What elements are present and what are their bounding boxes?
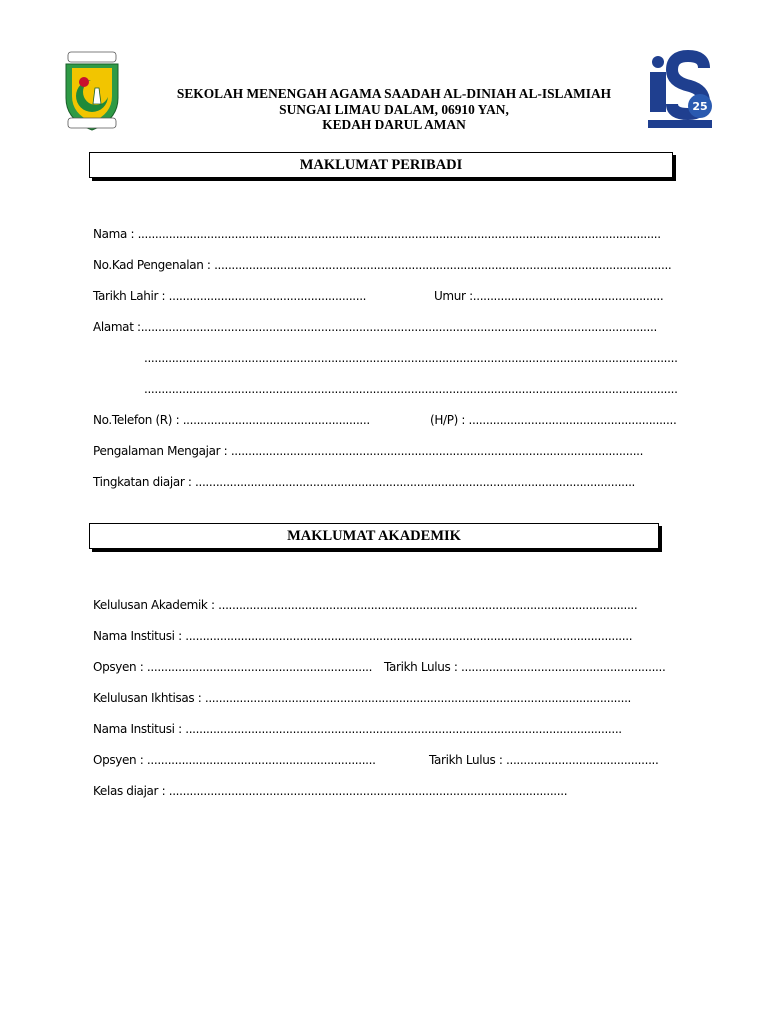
field-institusi-2: Nama Institusi : .............................................................................................................................. [93, 722, 622, 736]
school-crest-logo [62, 48, 122, 134]
field-opsyen-2: Opsyen : .................................................................. [93, 753, 376, 767]
field-kelas: Kelas diajar : ................................................................................................................... [93, 784, 568, 798]
section-title-personal [89, 152, 673, 178]
field-kelulusan: Kelulusan Akademik : ......................................................................................................................... [93, 598, 638, 612]
program-logo-number: 25 [692, 100, 708, 113]
field-tarikh-lulus-1: Tarikh Lulus : ........................................................... [384, 660, 666, 674]
field-tingkatan: Tingkatan diajar : ............................................................................................................................... [93, 475, 636, 489]
field-tel-r: No.Telefon (R) : ...................................................... [93, 413, 370, 427]
section-title-academic [89, 523, 659, 549]
school-address-line3: KEDAH DARUL AMAN [322, 117, 466, 132]
school-name [140, 86, 648, 133]
field-tarikh-lulus-2: Tarikh Lulus : ............................................ [429, 753, 659, 767]
field-ic: No.Kad Pengenalan : .................................................................................................................................... [93, 258, 672, 272]
field-dob: Tarikh Lahir : ......................................................... [93, 289, 367, 303]
document-header [60, 46, 720, 136]
field-nama: Nama : ....................................................................................................................................................... [93, 227, 661, 241]
field-alamat-3: .......................................................................................................................................................... [144, 382, 678, 396]
program-logo [644, 50, 716, 130]
field-alamat-1: Alamat :..................................................................................................................................................... [93, 320, 657, 334]
field-pengalaman: Pengalaman Mengajar : ....................................................................................................................... [93, 444, 644, 458]
section-title-academic-text: MAKLUMAT AKADEMIK [287, 527, 461, 544]
field-age: Umur :....................................................... [434, 289, 664, 303]
field-opsyen-1: Opsyen : ................................................................. [93, 660, 373, 674]
school-address-line2: SUNGAI LIMAU DALAM, 06910 YAN, [279, 101, 509, 117]
school-name-line1: SEKOLAH MENENGAH AGAMA SAADAH AL-DINIAH AL-ISLAMIAH [176, 86, 612, 101]
field-ikhtisas: Kelulusan Ikhtisas : ........................................................................................................................... [93, 691, 631, 705]
field-alamat-2: .......................................................................................................................................................... [144, 351, 678, 365]
section-title-personal-text: MAKLUMAT PERIBADI [299, 156, 463, 173]
field-tel-hp: (H/P) : ............................................................ [430, 413, 677, 427]
field-institusi-1: Nama Institusi : ................................................................................................................................. [93, 629, 633, 643]
